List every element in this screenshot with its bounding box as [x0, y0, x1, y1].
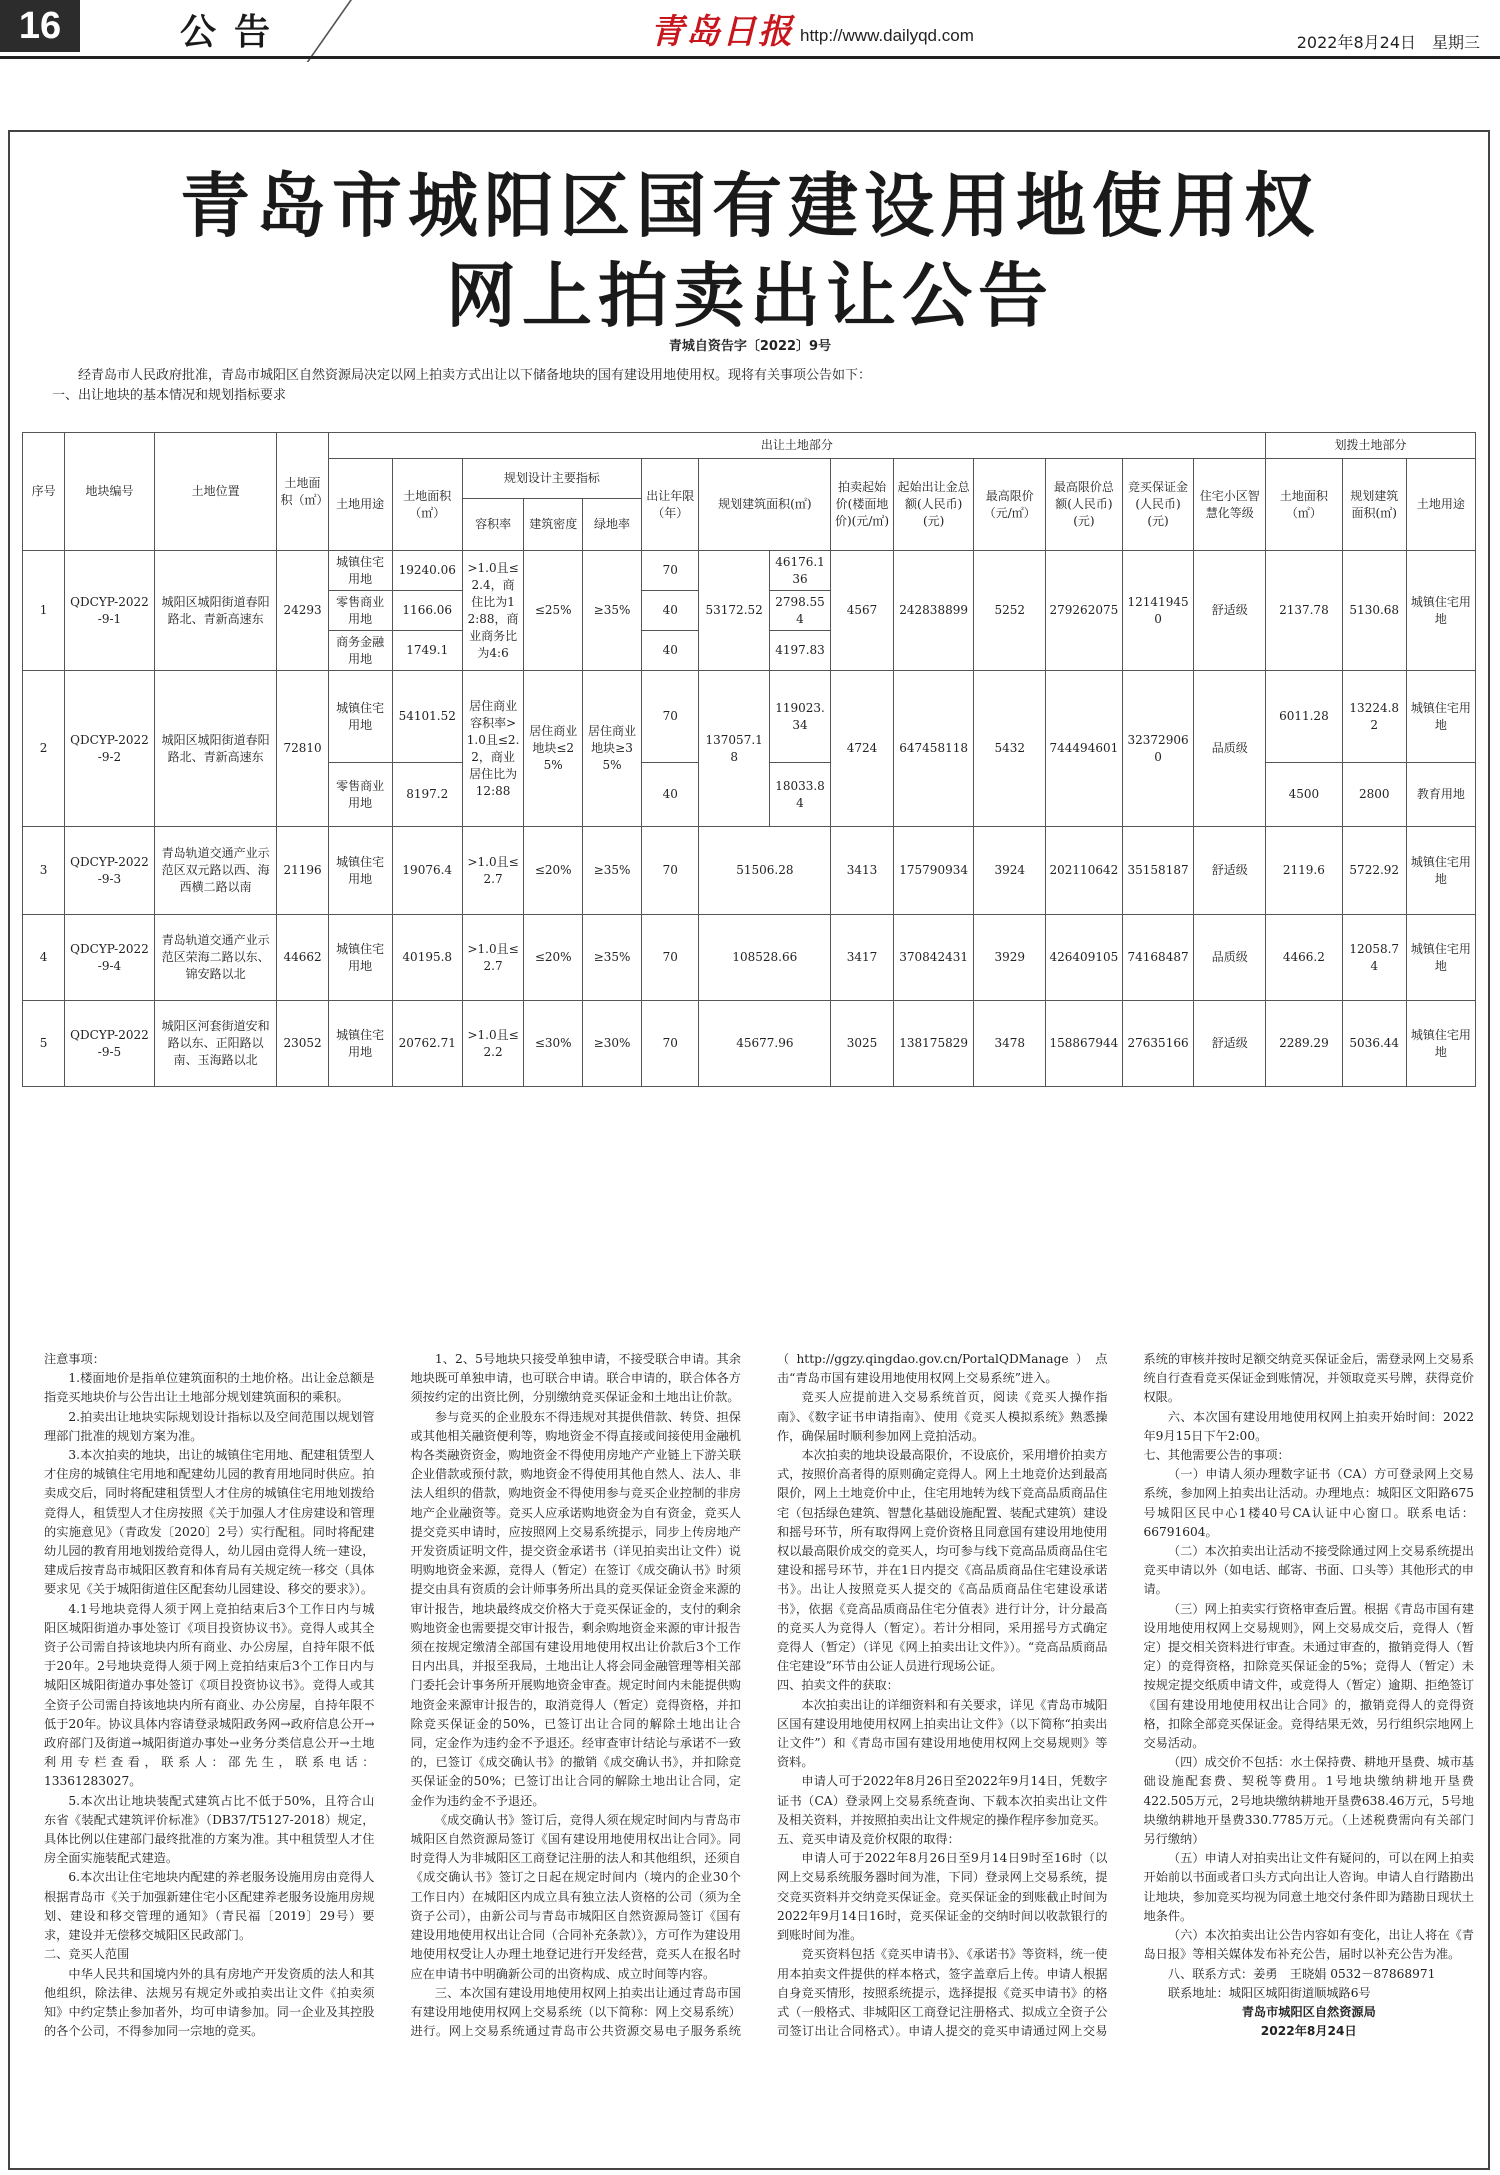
cell-gfa: 4197.83 [769, 631, 830, 671]
cell-parcel-id: QDCYP-2022-9-5 [65, 1001, 155, 1087]
body-paragraph: 3.本次拍卖的地块，出让的城镇住宅用地、配建租赁型人才住房的城镇住宅用地和配建幼儿园的教育用地同时供应。拍卖成交后，同时将配建租赁型人才住房的城镇住宅用地划拨给竞得人，租赁型人才住房按照《关于加强人才住房建设和管理的实施意见》（青政发〔2020〕2号）实行配租。同时将配建幼儿园的教育用地划拨给竞得人，幼儿园由竞得人统一建设，建成后按青岛市城阳区教育和体育局有关规定统一移交（具体要求见《关于城阳街道住区配套幼儿园建设、移交的要求》）。 [44, 1448, 375, 1597]
cell-seq: 2 [23, 671, 65, 827]
cell-use: 城镇住宅用地 [328, 827, 392, 915]
body-paragraph: （六）本次拍卖出让公告内容如有变化，出让人将在《青岛日报》等相关媒体发布补充公告，届时以补充公告为准。 [1143, 1928, 1474, 1962]
cell-alloc-gfa: 13224.82 [1342, 671, 1406, 763]
cell-seq: 4 [23, 915, 65, 1001]
col-deposit: 竞买保证金(人民币)(元) [1122, 459, 1194, 551]
body-paragraph: 联系地址：城阳区城阳街道顺城路6号 [1167, 1985, 1371, 2000]
cell-alloc-use: 教育用地 [1406, 763, 1475, 827]
cell-smart: 品质级 [1194, 671, 1266, 827]
cell-alloc-area: 2289.29 [1266, 1001, 1343, 1087]
cell-alloc-gfa: 5130.68 [1342, 551, 1406, 671]
cell-parcel-id: QDCYP-2022-9-3 [65, 827, 155, 915]
table-row [23, 1001, 1476, 1087]
cell-parcel-id: QDCYP-2022-9-4 [65, 915, 155, 1001]
col-location: 土地位置 [154, 433, 277, 551]
cell-gfa-total: 108528.66 [699, 915, 831, 1001]
cell-max-price: 3478 [974, 1001, 1046, 1087]
body-heading: 二、竞买人范围 [44, 1947, 130, 1962]
cell-land-area: 72810 [277, 671, 328, 827]
cell-deposit: 74168487 [1122, 915, 1194, 1001]
col-far: 容积率 [462, 499, 523, 551]
col-allocated-part: 划拨土地部分 [1266, 433, 1476, 459]
cell-deposit: 35158187 [1122, 827, 1194, 915]
cell-far: >1.0且≤2.7 [462, 827, 523, 915]
cell-alloc-gfa: 2800 [1342, 763, 1406, 827]
cell-far: >1.0且≤2.2 [462, 1001, 523, 1087]
newspaper-logo: 青岛日报 [650, 12, 794, 52]
cell-alloc-use: 城镇住宅用地 [1406, 827, 1475, 915]
cell-land-area: 23052 [277, 1001, 328, 1087]
body-paragraph: 《成交确认书》签订后，竞得人须在规定时间内与青岛市城阳区自然资源局签订《国有建设用地使用权出让合同》。同时竞得人为非城阳区工商登记注册的法人和其他组织，还须自《成交确认书》签订之日起在规定时间内（境内的企业30个工作日内）在城阳区内成立具有独立法人资格的公司（须为全资子公司），由新公司与青岛市城阳区自然资源局签订《国有建设用地使用权出让合同（合同补充条款）》，方可作为建设用地使用权受让人办理土地登记进行开发经营，竞买人在报名时应在申请书中明确新公司的出资构成、成立时间等内容。 [410, 1812, 741, 1981]
cell-start-total: 370842431 [893, 915, 974, 1001]
cell-parcel-id: QDCYP-2022-9-2 [65, 671, 155, 827]
cell-gfa: 18033.84 [769, 763, 830, 827]
col-use: 土地用途 [328, 459, 392, 551]
cell-alloc-area: 6011.28 [1266, 671, 1343, 763]
cell-use: 零售商业用地 [328, 763, 392, 827]
body-paragraph: 6.本次出让住宅地块内配建的养老服务设施用房由竞得人根据青岛市《关于加强新建住宅小区配建养老服务设施用房规划、建设和移交管理的通知》（青民福〔2019〕29号）要求，建设并无偿移交城阳区民政部门。 [44, 1870, 375, 1943]
cell-start-price: 4724 [831, 671, 894, 827]
cell-years: 40 [641, 631, 699, 671]
col-alloc-use: 土地用途 [1406, 459, 1475, 551]
cell-use: 城镇住宅用地 [328, 671, 392, 763]
cell-years: 40 [641, 591, 699, 631]
intro [52, 366, 1452, 406]
cell-smart: 舒适级 [1194, 827, 1266, 915]
col-max-price: 最高限价（元/㎡） [974, 459, 1046, 551]
body-paragraph: 六、本次国有建设用地使用权网上拍卖开始时间：2022年9月15日下午2:00。 [1143, 1409, 1474, 1443]
cell-far: >1.0且≤2.7 [462, 915, 523, 1001]
cell-density: 居住商业地块≤25% [524, 671, 583, 827]
cell-green: ≥35% [583, 827, 642, 915]
cell-far: 居住商业容积率>1.0且≤2.2，商业居住比为12:88 [462, 671, 523, 827]
body-paragraph: 1、2、5号地块只接受单独申请，不接受联合申请。其余地块既可单独申请，也可联合申请。联合申请的，联合体各方须按约定的出资比例，分别缴纳竞买保证金和土地出让价款。 [410, 1352, 741, 1405]
col-years: 出让年限（年） [641, 459, 699, 551]
col-transfer-part: 出让土地部分 [328, 433, 1265, 459]
cell-density: ≤25% [524, 551, 583, 671]
cell-alloc-area: 4466.2 [1266, 915, 1343, 1001]
col-area: 土地面积（㎡） [392, 459, 462, 551]
cell-deposit: 323729060 [1122, 671, 1194, 827]
body-paragraph: （一）申请人须办理数字证书（CA）方可登录网上交易系统，参加网上拍卖出让活动。办理地点：城阳区文阳路675号城阳区民中心1楼40号CA认证中心窗口。联系电话：66791604。 [1143, 1467, 1474, 1539]
cell-location: 青岛轨道交通产业示范区荣海二路以东、锦安路以北 [154, 915, 277, 1001]
cell-gfa: 119023.34 [769, 671, 830, 763]
cell-gfa-total: 137057.18 [699, 671, 769, 827]
body-paragraph: 申请人可于2022年8月26日至2022年9月14日，凭数字证书（CA）登录网上交易系统查询、下载本次拍卖出让文件及相关资料，并按照拍卖出让文件规定的操作程序参加竞买。 [777, 1774, 1108, 1827]
table-row [23, 827, 1476, 915]
cell-land-area: 21196 [277, 827, 328, 915]
body-paragraph: （四）成交价不包括：水土保持费、耕地开垦费、城市基础设施配套费、契税等费用。1号地块缴纳耕地开垦费422.505万元，2号地块缴纳耕地开垦费638.46万元，5号地块缴纳耕地开垦费330.7785万元。（上述税费需向有关部门另行缴纳） [1143, 1755, 1474, 1847]
col-parcel-id: 地块编号 [65, 433, 155, 551]
table-row [23, 671, 1476, 763]
col-green: 绿地率 [583, 499, 642, 551]
cell-area: 54101.52 [392, 671, 462, 763]
cell-alloc-use: 城镇住宅用地 [1406, 915, 1475, 1001]
cell-max-price: 3924 [974, 827, 1046, 915]
cell-gfa: 46176.136 [769, 551, 830, 591]
cell-alloc-use: 城镇住宅用地 [1406, 671, 1475, 763]
cell-gfa: 2798.554 [769, 591, 830, 631]
body-paragraph: 参与竞买的企业股东不得违规对其提供借款、转贷、担保或其他相关融资便利等，购地资金不得直接或间接使用金融机构各类融资资金，购地资金不得使用房地产产业链上下游关联企业借款或预付款，购地资金不得使用其他自然人、法人、非法人组织的借款，购地资金不得使用参与竞买企业控制的非房地产企业融资等。竞买人应承诺购地资金为自有资金，竞买人提交竞买申请时，应按照网上交易系统提示，同步上传房地产开发资质证明文件，提交资金承诺书（详见拍卖出让文件）说明购地资金来源，竞得人（暂定）在签订《成交确认书》时须提交由具有资质的会计师事务所出具的竞买保证金资金来源的审计报告，地块最终成交价格大于竞买保证金的，支付的剩余购地资金也需要提交审计报告，剩余购地资金来源的审计报告须在按规定缴清全部国有建设用地使用权出让价款后3个工作日内出具，并报至我局，土地出让人将会同金融管理等相关部门委托会计事务所开展购地资金审查。规定时间内未能提供购地资金来源审计报告的，取消竞得人（暂定）竞得资格，并扣除竞买保证金的50%，已签订出让合同的解除土地出让合同，定金作为违约金不予退还。经审查审计结论与承诺不一致的，已签订《成交确认书》的撤销《成交确认书》，并扣除竞买保证金的50%；已签订出让合同的解除土地出让合同，定金作为违约金不予退还。 [410, 1409, 741, 1808]
cell-seq: 1 [23, 551, 65, 671]
body-paragraph: （三）网上拍卖实行资格审查后置。根据《青岛市国有建设用地使用权网上交易规则》，网上交易成交后，竞得人（暂定）提交相关资料进行审查。未通过审查的，撤销竞得人（暂定）的竞得资格，扣除竞买保证金的5%；竞得人（暂定）未按规定提交纸质申请文件，或竞得人（暂定）逾期、拒绝签订《国有建设用地使用权出让合同》的，撤销竞得人的竞得资格，扣除全部竞买保证金。竞得结果无效，另行组织宗地网上交易活动。 [1143, 1601, 1474, 1751]
body-paragraph: 本次拍卖出让的详细资料和有关要求，详见《青岛市城阳区国有建设用地使用权网上拍卖出让文件》（以下简称“拍卖出让文件”）和《青岛市国有建设用地使用权网上交易规则》等资料。 [777, 1697, 1108, 1770]
cell-use: 零售商业用地 [328, 591, 392, 631]
col-alloc-area: 土地面积（㎡） [1266, 459, 1343, 551]
cell-parcel-id: QDCYP-2022-9-1 [65, 551, 155, 671]
cell-green: 居住商业地块≥35% [583, 671, 642, 827]
cell-gfa-total: 53172.52 [699, 551, 769, 671]
cell-deposit: 27635166 [1122, 1001, 1194, 1087]
cell-alloc-area: 2137.78 [1266, 551, 1343, 671]
col-start-price: 拍卖起始价(楼面地价)(元/㎡) [831, 459, 894, 551]
cell-use: 城镇住宅用地 [328, 551, 392, 591]
cell-land-area: 44662 [277, 915, 328, 1001]
cell-start-total: 138175829 [893, 1001, 974, 1087]
cell-area: 1749.1 [392, 631, 462, 671]
cell-gfa-total: 51506.28 [699, 827, 831, 915]
publication-date: 2022年8月24日 星期三 [1296, 33, 1480, 52]
cell-area: 8197.2 [392, 763, 462, 827]
cell-deposit: 121419450 [1122, 551, 1194, 671]
body-heading: 四、拍卖文件的获取： [777, 1678, 899, 1693]
cell-use: 商务金融用地 [328, 631, 392, 671]
divider [307, 0, 352, 62]
cell-alloc-use: 城镇住宅用地 [1406, 1001, 1475, 1087]
col-alloc-gfa: 规划建筑面积(㎡) [1342, 459, 1406, 551]
cell-max-price: 3929 [974, 915, 1046, 1001]
cell-density: ≤30% [524, 1001, 583, 1087]
cell-far: >1.0且≤2.4，商住比为12:88，商业商务比为4:6 [462, 551, 523, 671]
body-paragraph: （二）本次拍卖出让活动不接受除通过网上交易系统提出竞买申请以外（如电话、邮寄、书面、口头等）其他形式的申请。 [1143, 1544, 1474, 1597]
masthead [0, 0, 1500, 58]
cell-start-price: 3417 [831, 915, 894, 1001]
cell-max-total: 202110642 [1046, 827, 1123, 915]
masthead-rule [0, 56, 1500, 59]
cell-start-price: 4567 [831, 551, 894, 671]
cell-land-area: 24293 [277, 551, 328, 671]
cell-max-total: 744494601 [1046, 671, 1123, 827]
cell-years: 70 [641, 1001, 699, 1087]
cell-alloc-area: 4500 [1266, 763, 1343, 827]
body-paragraph: 竞买资料包括《竞买申请书》、《承诺书》等资料，统一使用本拍卖文件提供的样本格式，签字盖章后上传。申请人根据自身竞买情形，按照系统提示，选择提报《竞买申请书》的格式（一般格式、非城阳区工商登记注册格式、拟成立全资子公司签订出让合同格式）。申请人提交的竞买申请通过网上交易系统的审核并按时足额交纳竞买保证金后，需登录网上交易系统自行查看竞买保证金到账情况，并领取竞买号牌，获得竞价权限。 [777, 1352, 1474, 2039]
col-land-area: 土地面积（㎡） [277, 433, 328, 551]
table-row [23, 551, 1476, 591]
body-paragraph: 4.1号地块竞得人须于网上竞拍结束后3个工作日内与城阳区城阳街道办事处签订《项目投资协议书》。竞得人或其全资子公司需自持该地块内所有商业、办公房屋，自持年限不低于20年。2号地块竞得人须于网上竞拍结束后3个工作日内与城阳区城阳街道办事处签订《项目投资协议书》。竞得人或其全资子公司需自持该地块内所有商业、办公房屋，自持年限不低于20年。协议具体内容请登录城阳政务网→政府信息公开→政府部门及街道→城阳街道办事处→业务分类信息公开→土地利用专栏查看，联系人：邵先生，联系电话：13361283027。 [44, 1601, 375, 1789]
body-paragraph: 三、本次国有建设用地使用权网上拍卖出让通过青岛市国有建设用地使用权网上交易系统（以下简称：网上交易系统）进行。网上交易系统通过青岛市公共资源交易电子服务系统（http://ggzy.qingdao.gov.cn/PortalQDManage）点击“青岛市国有建设用地使用权网上交易系统”进入。 [410, 1352, 1108, 2039]
col-seq: 序号 [23, 433, 65, 551]
cell-area: 1166.06 [392, 591, 462, 631]
cell-green: ≥30% [583, 1001, 642, 1087]
cell-seq: 3 [23, 827, 65, 915]
cell-smart: 舒适级 [1194, 551, 1266, 671]
notice-title-line1: 青岛市城阳区国有建设用地使用权 [180, 165, 1320, 247]
cell-years: 70 [641, 827, 699, 915]
cell-smart: 品质级 [1194, 915, 1266, 1001]
cell-start-total: 242838899 [893, 551, 974, 671]
col-start-total: 起始出让金总额(人民币)(元) [893, 459, 974, 551]
body-paragraph: 5.本次出让地块装配式建筑占比不低于50%，且符合山东省《装配式建筑评价标准》（DB37/T5127-2018）规定，具体比例以住建部门最终批准的方案为准。其中租赁型人才住房全面实施装配式建造。 [44, 1793, 375, 1866]
section-heading: 一、出让地块的基本情况和规划指标要求 [52, 388, 287, 403]
cell-max-price: 5252 [974, 551, 1046, 671]
body-heading: 五、竞买申请及竞价权限的取得： [777, 1832, 960, 1847]
cell-use: 城镇住宅用地 [328, 915, 392, 1001]
col-density: 建筑密度 [524, 499, 583, 551]
col-gfa: 规划建筑面积(㎡) [699, 459, 831, 551]
cell-density: ≤20% [524, 827, 583, 915]
col-max-total: 最高限价总额(人民币)(元) [1046, 459, 1123, 551]
table-row [23, 915, 1476, 1001]
cell-location: 城阳区城阳街道春阳路北、青新高速东 [154, 671, 277, 827]
cell-start-total: 647458118 [893, 671, 974, 827]
page-number: 16 [0, 0, 80, 52]
cell-alloc-use: 城镇住宅用地 [1406, 551, 1475, 671]
body-paragraph: （五）申请人对拍卖出让文件有疑问的，可以在网上拍卖开始前以书面或者口头方式向出让人咨询。申请人自行踏勘出让地块，参加竞买均视为同意土地交付条件即为踏勘日现状土地条件。 [1143, 1851, 1474, 1923]
cell-start-price: 3025 [831, 1001, 894, 1087]
cell-seq: 5 [23, 1001, 65, 1087]
cell-years: 40 [641, 763, 699, 827]
body-paragraph: 本次拍卖的地块设最高限价，不设底价，采用增价拍卖方式，按照价高者得的原则确定竞得人。网上土地竞价达到最高限价，网上土地竞价中止，住宅用地转为线下竞高品质商品住宅（包括绿色建筑、智慧化基础设施配置、装配式建筑）建设和摇号环节，所有取得网上竞价资格且同意国有建设用地使用权以最高限价成交的竞买人，均可参与线下竞高品质商品住宅建设和摇号环节，并在1日内提交《高品质商品住宅建设承诺书》。出让人按照竞买人提交的《高品质商品住宅建设承诺书》，依据《竞高品质商品住宅分值表》进行计分，计分最高的竞买人为竞得人（暂定）。若计分相同，采用摇号方式确定竞得人（暂定）（详见《网上拍卖出让文件》）。“竞高品质商品住宅建设”环节由公证人员进行现场公证。 [777, 1448, 1108, 1674]
body-paragraph: 1.楼面地价是指单位建筑面积的土地价格。出让金总额是指竞买地块价与公告出让土地部分规划建筑面积的乘积。 [44, 1371, 375, 1405]
body-paragraph: 2.拍卖出让地块实际规划设计指标以及空间范围以规划管理部门批准的规划方案为准。 [44, 1409, 375, 1443]
cell-max-total: 426409105 [1046, 915, 1123, 1001]
body-heading: 七、其他需要公告的事项： [1143, 1448, 1290, 1463]
signature-line: 青岛市城阳区自然资源局 [1241, 2004, 1376, 2019]
cell-gfa-total: 45677.96 [699, 1001, 831, 1087]
cell-alloc-gfa: 5722.92 [1342, 827, 1406, 915]
intro-text: 经青岛市人民政府批准，青岛市城阳区自然资源局决定以网上拍卖方式出让以下储备地块的国有建设用地使用权。现将有关事项公告如下： [78, 368, 872, 383]
cell-smart: 舒适级 [1194, 1001, 1266, 1087]
cell-alloc-gfa: 5036.44 [1342, 1001, 1406, 1087]
site-url[interactable]: http://www.dailyqd.com [800, 26, 974, 45]
cell-alloc-gfa: 12058.74 [1342, 915, 1406, 1001]
cell-max-total: 279262075 [1046, 551, 1123, 671]
cell-location: 青岛轨道交通产业示范区双元路以西、海西横二路以南 [154, 827, 277, 915]
cell-area: 40195.8 [392, 915, 462, 1001]
body-paragraph: 申请人可于2022年8月26日至9月14日9时至16时（以网上交易系统服务器时间为准，下同）登录网上交易系统，提交竞买资料并交纳竞买保证金。竞买保证金的到账截止时间为2022年9月14日16时，竞买保证金的交纳时间以收款银行的到账时间为准。 [777, 1851, 1108, 1943]
col-planning: 规划设计主要指标 [462, 459, 641, 499]
col-smart-level: 住宅小区智慧化等级 [1194, 459, 1266, 551]
cell-years: 70 [641, 671, 699, 763]
cell-area: 20762.71 [392, 1001, 462, 1087]
cell-alloc-area: 2119.6 [1266, 827, 1343, 915]
land-parcel-table [22, 432, 1476, 1087]
signature-line: 2022年8月24日 [1260, 2024, 1357, 2039]
cell-area: 19076.4 [392, 827, 462, 915]
cell-years: 70 [641, 915, 699, 1001]
cell-density: ≤20% [524, 915, 583, 1001]
document-number: 青城自资告字〔2022〕9号 [668, 339, 832, 354]
notice-title-line2: 网上拍卖出让公告 [446, 255, 1054, 337]
cell-green: ≥35% [583, 551, 642, 671]
body-heading: 注意事项： [44, 1352, 105, 1366]
cell-max-total: 158867944 [1046, 1001, 1123, 1087]
cell-start-total: 175790934 [893, 827, 974, 915]
cell-area: 19240.06 [392, 551, 462, 591]
cell-use: 城镇住宅用地 [328, 1001, 392, 1087]
section-title: 公告 [180, 11, 289, 53]
cell-location: 城阳区河套街道安和路以东、正阳路以南、玉海路以北 [154, 1001, 277, 1087]
body-paragraph: 八、联系方式：姜勇 王晓娟 0532－87868971 [1167, 1966, 1436, 1981]
cell-green: ≥35% [583, 915, 642, 1001]
cell-location: 城阳区城阳街道春阳路北、青新高速东 [154, 551, 277, 671]
cell-max-price: 5432 [974, 671, 1046, 827]
cell-years: 70 [641, 551, 699, 591]
body-paragraph: 竞买人应提前进入交易系统首页，阅读《竞买人操作指南》、《数字证书申请指南》、使用《竞买人模拟系统》熟悉操作，确保届时顺利参加网上竞拍活动。 [777, 1390, 1108, 1443]
cell-start-price: 3413 [831, 827, 894, 915]
body-paragraph: 中华人民共和国境内外的具有房地产开发资质的法人和其他组织，除法律、法规另有规定外或拍卖出让文件《拍卖须知》中约定禁止参加者外，均可申请参加。同一企业及其控股的各个公司，不得参加同一宗地的竞买。 [44, 1966, 375, 2039]
notice-body [44, 1350, 1474, 2130]
